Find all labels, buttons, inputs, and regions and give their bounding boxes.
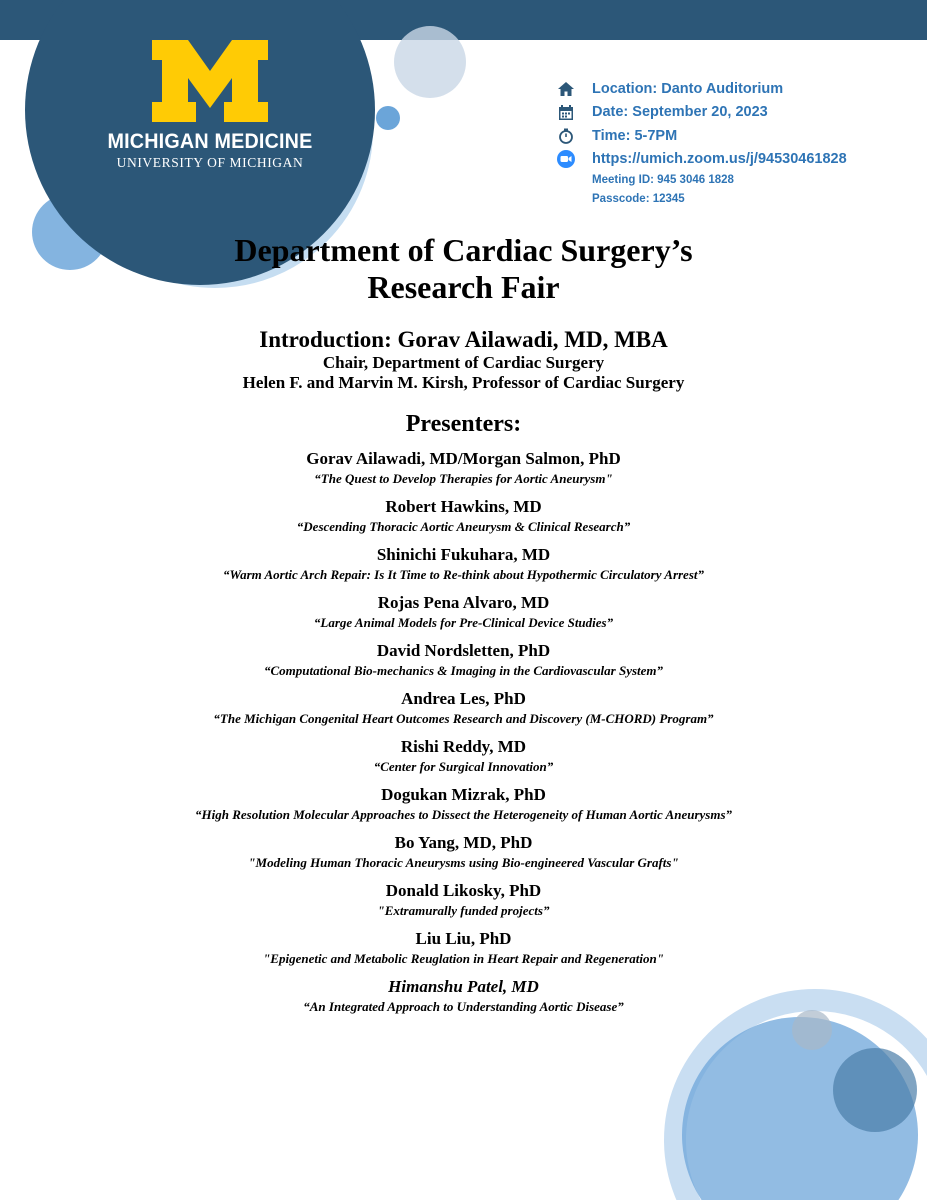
zoom-row xyxy=(556,148,847,172)
presenter-item xyxy=(0,593,927,631)
date-row xyxy=(556,101,847,125)
presenter-item xyxy=(0,881,927,919)
presenter-talk: “Computational Bio-mechanics & Imaging in the Cardiovascular System” xyxy=(263,663,664,678)
date-text: Date: September 20, 2023 xyxy=(592,104,768,121)
presenter-talk: "Extramurally funded projects” xyxy=(377,903,550,918)
passcode: Passcode: 12345 xyxy=(592,193,685,205)
university-name: UNIVERSITY OF MICHIGAN xyxy=(116,155,304,170)
title-line-1: Department of Cardiac Surgery’s xyxy=(234,232,693,268)
time-row xyxy=(556,124,847,148)
presenter-talk: "Epigenetic and Metabolic Reuglation in Heart Repair and Regeneration" xyxy=(263,951,664,966)
home-icon xyxy=(556,81,576,97)
presenter-talk: “An Integrated Approach to Understanding Aortic Disease” xyxy=(303,999,624,1014)
event-info xyxy=(556,77,847,209)
calendar-icon xyxy=(556,104,576,120)
presenter-name: Robert Hawkins, MD xyxy=(385,497,542,516)
presenter-name: Dogukan Mizrak, PhD xyxy=(381,785,546,804)
presenter-item xyxy=(0,641,927,679)
deco-circle xyxy=(394,26,466,98)
presenter-talk: “Warm Aortic Arch Repair: Is It Time to Re-think about Hypothermic Circulatory Arrest” xyxy=(222,567,705,582)
presenter-name: Liu Liu, PhD xyxy=(415,929,512,948)
org-name: MICHIGAN MEDICINE xyxy=(107,130,313,153)
location-row xyxy=(556,77,847,101)
meeting-id: Meeting ID: 945 3046 1828 xyxy=(592,174,734,186)
block-m-icon xyxy=(152,40,268,122)
presenter-talk: “Center for Surgical Innovation” xyxy=(373,759,554,774)
presenter-item xyxy=(0,737,927,775)
presenter-item xyxy=(0,785,927,823)
presenter-name: Andrea Les, PhD xyxy=(401,689,526,708)
introduction-heading: Introduction: Gorav Ailawadi, MD, MBA xyxy=(259,327,668,352)
michigan-medicine-logo xyxy=(100,40,320,171)
title-line-2: Research Fair xyxy=(367,269,560,305)
presenter-talk: “Large Animal Models for Pre-Clinical Device Studies” xyxy=(313,615,614,630)
presenter-name: Donald Likosky, PhD xyxy=(385,881,542,900)
presenter-talk: "Modeling Human Thoracic Aneurysms using Bio-engineered Vascular Grafts" xyxy=(248,855,679,870)
presenter-talk: “The Quest to Develop Therapies for Aortic Aneurysm" xyxy=(314,471,613,486)
presenter-name: Rishi Reddy, MD xyxy=(400,737,527,756)
deco-circle xyxy=(833,1048,917,1132)
presenter-talk: “Descending Thoracic Aortic Aneurysm & Clinical Research” xyxy=(296,519,631,534)
presenter-item xyxy=(0,497,927,535)
presenter-name: Gorav Ailawadi, MD/Morgan Salmon, PhD xyxy=(306,449,621,468)
introduction-role-2: Helen F. and Marvin M. Kirsh, Professor of Cardiac Surgery xyxy=(242,373,685,392)
presenter-name: Rojas Pena Alvaro, MD xyxy=(377,593,550,612)
presenter-name: David Nordsletten, PhD xyxy=(376,641,551,660)
deco-circle xyxy=(792,1010,832,1050)
location-text: Location: Danto Auditorium xyxy=(592,80,784,97)
time-text: Time: 5-7PM xyxy=(592,127,678,144)
presenter-item xyxy=(0,977,927,1015)
presenter-item xyxy=(0,689,927,727)
stopwatch-icon xyxy=(556,128,576,144)
presenter-item xyxy=(0,833,927,871)
main-content xyxy=(0,232,927,1015)
presenter-name: Bo Yang, MD, PhD xyxy=(394,833,533,852)
video-camera-icon xyxy=(556,151,576,167)
presenter-item xyxy=(0,929,927,967)
zoom-link[interactable]: https://umich.zoom.us/j/94530461828 xyxy=(592,151,847,168)
presenter-talk: “High Resolution Molecular Approaches to Dissect the Heterogeneity of Human Aortic Aneurysms” xyxy=(195,807,732,822)
page-title xyxy=(0,232,927,306)
introduction-role-1: Chair, Department of Cardiac Surgery xyxy=(322,353,605,372)
presenter-name: Shinichi Fukuhara, MD xyxy=(376,545,551,564)
presenter-talk: “The Michigan Congenital Heart Outcomes Research and Discovery (M-CHORD) Program” xyxy=(213,711,714,726)
presenter-item xyxy=(0,449,927,487)
presenter-name: Himanshu Patel, MD xyxy=(388,977,539,996)
presenter-item xyxy=(0,545,927,583)
presenters-heading: Presenters: xyxy=(405,411,522,437)
